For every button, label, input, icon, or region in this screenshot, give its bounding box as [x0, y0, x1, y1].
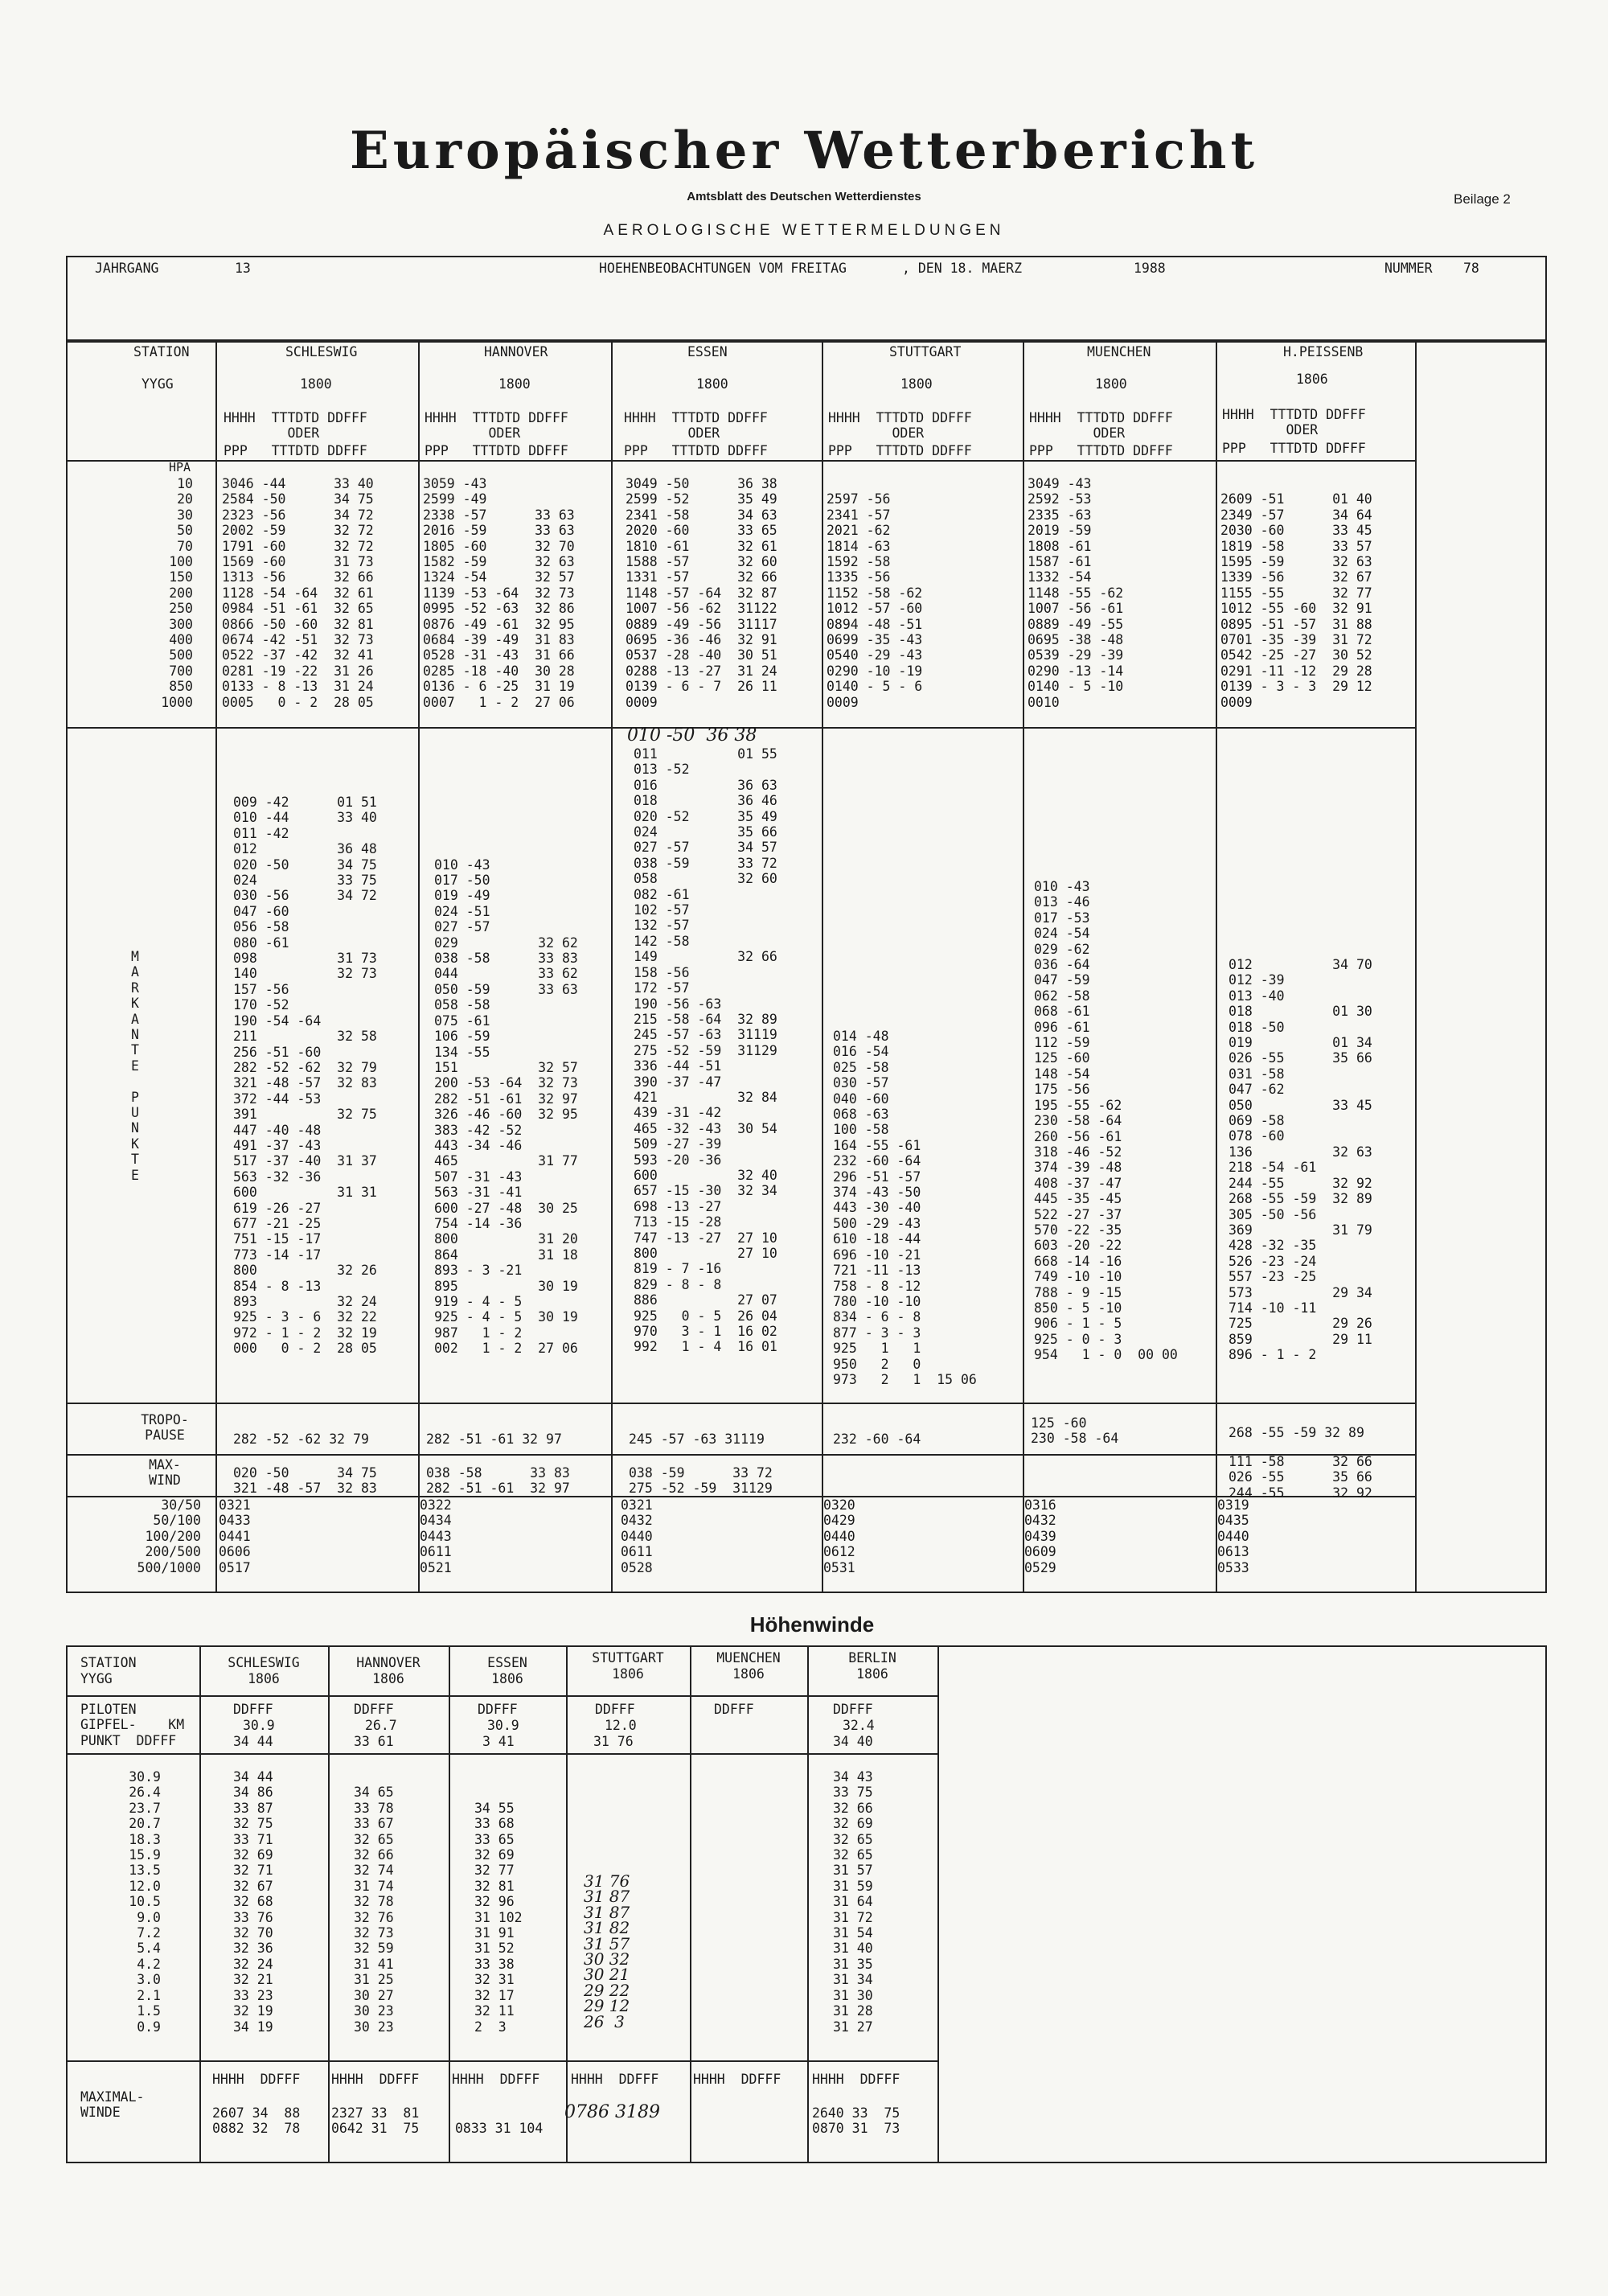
- maxwind-values: 038 -59 33 72 275 -52 -59 31129: [629, 1465, 773, 1497]
- wind-ddfff-head: DDFFF: [714, 1702, 754, 1717]
- markante-punkte-label: M A R K A N T E P U N K T E: [131, 949, 139, 1183]
- standard-levels: 3059 -43 2599 -49 2338 -57 33 63 2016 -59 33 63 1805 -60 32 70 1582 -59 32 63 1324 -54 32 57 1139 -53 -64 32 73 0995 -52 -63 32 86 0876 -49 -61 32 95 0684 -39 -49 31 83 0528 -31 -43 31 66 0285 -18 -40 30 28 0136 - 6 -25 31 19 0007 1 - 2 27 06: [423, 476, 575, 710]
- wind-station-name: ESSEN: [487, 1655, 527, 1670]
- wind-values-handwritten: 31 76 31 87 31 87 31 82 31 57 30 32 30 21 29 22 29 12 26 3: [584, 1871, 630, 2031]
- wind-station-name: HANNOVER: [356, 1655, 420, 1670]
- tropopause-values: 268 -55 -59 32 89: [1229, 1425, 1364, 1440]
- shear-values: 0316 0432 0439 0609 0529: [1024, 1497, 1056, 1575]
- wind-values: 34 65 33 78 33 67 32 65 32 66 32 74 31 74 32 78 32 76 32 73 32 59 31 41 31 25 30 27 30 23 30 23: [354, 1785, 394, 2035]
- standard-levels: 3049 -43 2592 -53 2335 -63 2019 -59 1808 -61 1587 -61 1332 -54 1148 -55 -62 1007 -56 -61 0889 -49 -55 0695 -38 -48 0539 -29 -39 0290 -13 -14 0140 - 5 -10 0010: [1028, 476, 1124, 710]
- wind-top-ddfff: 3 41: [482, 1734, 515, 1749]
- maxwind-values: 038 -58 33 83 282 -51 -61 32 97: [426, 1465, 570, 1497]
- wind-yygg-label: YYGG: [80, 1671, 113, 1686]
- station-name: ESSEN: [687, 344, 728, 359]
- nummer-value: 78: [1463, 261, 1479, 276]
- maxwind-values: 020 -50 34 75 321 -48 -57 32 83: [233, 1465, 377, 1497]
- wind-top-km: 12.0: [605, 1718, 637, 1733]
- wind-top-km: 26.7: [365, 1718, 397, 1733]
- maxwinde-label: MAXIMAL- WINDE: [80, 2089, 145, 2121]
- column-header-ppp: PPP TTTDTD DDFFF: [425, 443, 568, 458]
- wind-station-name: BERLIN: [848, 1650, 896, 1666]
- jahrgang-label: JAHRGANG: [95, 261, 159, 276]
- significant-points: 009 -42 01 51 010 -44 33 40 011 -42 012 36 48 020 -50 34 75 024 33 75 030 -56 34 72 047 -60 056 -58 080 -61 098 31 73 140 32 73 157 -56 170 -52 190 -54 -64 211 32 58 256 -51 -60 282 -52 -62 32 79 321 -48 -57 32 83 372 -44 -53 391 32 75 447 -40 -48 491 -37 -43 517 -37 -40 31 37 563 -32 -36 600 31 31 619 -26 -27 677 -21 -25 751 -15 -17 773 -14 -17 800 32 26 854 - 8 -13 893 32 24 925 - 3 - 6 32 22 972 - 1 - 2 32 19 000 0 - 2 28 05: [233, 795, 377, 1357]
- column-header: HHHH TTTDTD DDFFF ODER: [1029, 410, 1173, 442]
- significant-points: 010 -43 017 -50 019 -49 024 -51 027 -57 029 32 62 038 -58 33 83 044 33 62 050 -59 33 63 058 -58 075 -61 106 -59 134 -55 151 32 57 200 -53 -64 32 73 282 -51 -61 32 97 326 -46 -60 32 95 383 -42 -52 443 -34 -46 465 31 77 507 -31 -43 563 -31 -41 600 -27 -48 30 25 754 -14 -36 800 31 20 864 31 18 893 - 3 -21 895 30 19 919 - 4 - 5 925 - 4 - 5 30 19 987 1 - 2 002 1 - 2 27 06: [434, 856, 578, 1357]
- maxwind-head: HHHH DDFFF: [331, 2072, 420, 2087]
- wind-station-time: 1806: [248, 1671, 280, 1686]
- wind-top-ddfff: 31 76: [593, 1734, 634, 1749]
- shear-values: 0320 0429 0440 0612 0531: [823, 1497, 855, 1575]
- column-header: HHHH TTTDTD DDFFF ODER: [224, 410, 367, 442]
- shear-values: 0321 0433 0441 0606 0517: [219, 1497, 251, 1575]
- wind-station-time: 1806: [612, 1666, 644, 1682]
- height-levels: 30.9 26.4 23.7 20.7 18.3 15.9 13.5 12.0 10.5 9.0 7.2 5.4 4.2 3.0 2.1 1.5 0.9: [129, 1769, 161, 2035]
- maxwind-values-handwritten: 0786 3189: [564, 2102, 660, 2122]
- observation-date: , DEN 18. MAERZ: [902, 261, 1023, 276]
- significant-points: 014 -48 016 -54 025 -58 030 -57 040 -60 068 -63 100 -58 164 -55 -61 232 -60 -64 296 -51 -57 374 -43 -50 443 -30 -40 500 -29 -43 610 -18 -44 696 -10 -21 721 -11 -13 758 - 8 -12 780 -10 -10 834 - 6 - 8 877 - 3 - 3 925 1 1 950 2 0 973 2 1 15 06: [833, 1029, 977, 1387]
- section-title: AEROLOGISCHE WETTERMELDUNGEN: [603, 222, 1005, 239]
- shear-values: 0322 0434 0443 0611 0521: [420, 1497, 452, 1575]
- beilage-label: Beilage 2: [1454, 191, 1511, 207]
- piloten-label: PILOTEN GIPFEL- KM PUNKT DDFFF: [80, 1702, 185, 1748]
- maxwind-head: HHHH DDFFF: [212, 2072, 301, 2087]
- wind-top-ddfff: 33 61: [354, 1734, 394, 1749]
- standard-levels: 3049 -50 36 38 2599 -52 35 49 2341 -58 34 63 2020 -60 33 65 1810 -61 32 61 1588 -57 32 60 1331 -57 32 66 1148 -57 -64 32 87 1007 -56 -62 31122 0889 -49 -56 31117 0695 -36 -46 32 91 0537 -28 -40 30 51 0288 -13 -27 31 24 0139 - 6 - 7 26 11 0009: [626, 476, 777, 710]
- nummer-label: NUMMER: [1384, 261, 1433, 276]
- tropopause-label: TROPO- PAUSE: [141, 1412, 189, 1444]
- maxwind-head: HHHH DDFFF: [812, 2072, 900, 2087]
- wind-station-time: 1806: [372, 1671, 404, 1686]
- tropopause-values: 282 -51 -61 32 97: [426, 1431, 562, 1447]
- column-header: HHHH TTTDTD DDFFF ODER: [624, 410, 768, 442]
- wind-top-km: 30.9: [487, 1718, 519, 1733]
- tropopause-values: 245 -57 -63 31119: [629, 1431, 765, 1447]
- standard-levels: 2609 -51 01 40 2349 -57 34 64 2030 -60 33 45 1819 -58 33 57 1595 -59 32 63 1339 -56 32 67 1155 -55 32 77 1012 -55 -60 32 91 0895 -51 -57 31 88 0701 -35 -39 31 72 0542 -25 -27 30 52 0291 -11 -12 29 28 0139 - 3 - 3 29 12 0009: [1220, 491, 1372, 710]
- shear-labels: 30/50 50/100 100/200 200/500 500/1000: [137, 1497, 201, 1575]
- column-header: HHHH TTTDTD DDFFF ODER: [828, 410, 972, 442]
- wind-ddfff-head: DDFFF: [833, 1702, 873, 1717]
- wind-station-name: STUTTGART: [592, 1650, 664, 1666]
- station-name: SCHLESWIG: [285, 344, 358, 359]
- standard-levels: 3046 -44 33 40 2584 -50 34 75 2323 -56 34 72 2002 -59 32 72 1791 -60 32 72 1569 -60 31 73 1313 -56 32 66 1128 -54 -64 32 61 0984 -51 -61 32 65 0866 -50 -60 32 81 0674 -42 -51 32 73 0522 -37 -42 32 41 0281 -19 -22 31 26 0133 - 8 -13 31 24 0005 0 - 2 28 05: [222, 476, 374, 710]
- hpa-label: HPA: [169, 460, 191, 474]
- significant-points-handwritten: 010 -50 36 38: [627, 725, 757, 745]
- maxwind-head: HHHH DDFFF: [693, 2072, 781, 2087]
- wind-ddfff-head: DDFFF: [478, 1702, 518, 1717]
- report-title: Europäischer Wetterbericht: [350, 121, 1258, 181]
- observation-label: HOEHENBEOBACHTUNGEN VOM FREITAG: [599, 261, 847, 276]
- wind-values: 34 43 33 75 32 66 32 69 32 65 32 65 31 57 31 59 31 64 31 72 31 54 31 40 31 35 31 34 31 30 31 28 31 27: [833, 1769, 873, 2035]
- wind-station-label: STATION: [80, 1655, 137, 1670]
- wind-top-ddfff: 34 40: [833, 1734, 873, 1749]
- station-name: STUTTGART: [889, 344, 962, 359]
- wind-station-time: 1806: [856, 1666, 888, 1682]
- column-header-ppp: PPP TTTDTD DDFFF: [1029, 443, 1173, 458]
- wind-station-time: 1806: [491, 1671, 523, 1686]
- maxwind-values: 2640 33 75 0870 31 73: [812, 2105, 900, 2137]
- maxwind-values: 2327 33 81 0642 31 75: [331, 2105, 420, 2137]
- wind-values: 34 55 33 68 33 65 32 69 32 77 32 81 32 96 31 102 31 91 31 52 33 38 32 31 32 17 32 11 2 3: [474, 1800, 523, 2035]
- station-name: H.PEISSENB: [1283, 344, 1364, 359]
- tropopause-values: 232 -60 -64: [833, 1431, 921, 1447]
- station-label: STATION: [133, 344, 190, 359]
- shear-values: 0319 0435 0440 0613 0533: [1217, 1497, 1249, 1575]
- wind-ddfff-head: DDFFF: [595, 1702, 635, 1717]
- wind-values: 34 44 34 86 33 87 32 75 33 71 32 69 32 71 32 67 32 68 33 76 32 70 32 36 32 24 32 21 33 23 32 19 34 19: [233, 1769, 273, 2035]
- station-time: 1800: [696, 376, 728, 392]
- maxwind-values: 0833 31 104: [455, 2121, 544, 2137]
- station-time: 1800: [498, 376, 531, 392]
- column-header: HHHH TTTDTD DDFFF ODER: [425, 410, 568, 442]
- standard-levels: 2597 -56 2341 -57 2021 -62 1814 -63 1592 -58 1335 -56 1152 -58 -62 1012 -57 -60 0894 -48 -51 0699 -35 -43 0540 -29 -43 0290 -10 -19 0140 - 5 - 6 0009: [827, 491, 923, 710]
- wind-station-time: 1806: [732, 1666, 765, 1682]
- observation-year: 1988: [1134, 261, 1166, 276]
- station-time: 1800: [1095, 376, 1127, 392]
- maxwind-head: HHHH DDFFF: [571, 2072, 659, 2087]
- wind-ddfff-head: DDFFF: [233, 1702, 273, 1717]
- significant-points: 012 34 70 012 -39 013 -40 018 01 30 018 -50 019 01 34 026 -55 35 66 031 -58 047 -62 050 33 45 069 -58 078 -60 136 32 63 218 -54 -61 244 -55 32 92 268 -55 -59 32 89 305 -50 -56 369 31 79 428 -32 -35 526 -23 -24 557 -23 -25 573 29 34 714 -10 -11 725 29 26 859 29 11 896 - 1 - 2: [1229, 957, 1372, 1363]
- column-header-ppp: PPP TTTDTD DDFFF: [224, 443, 367, 458]
- column-header-ppp: PPP TTTDTD DDFFF: [1222, 441, 1366, 456]
- significant-points: 011 01 55 013 -52 016 36 63 018 36 46 020 -52 35 49 024 35 66 027 -57 34 57 038 -59 33 72 058 32 60 082 -61 102 -57 132 -57 142 -58 149 32 66 158 -56 172 -57 190 -56 -63 215 -58 -64 32 89 245 -57 -63 31119 275 -52 -59 31129 336 -44 -51 390 -37 -47 421 32 84 439 -31 -42 465 -32 -43 30 54 509 -27 -39 593 -20 -36 600 32 40 657 -15 -30 32 34 698 -13 -27 713 -15 -28 747 -13 -27 27 10 800 27 10 819 - 7 -16 829 - 8 - 8 886 27 07 925 0 - 5 26 04 970 3 - 1 16 02 992 1 - 4 16 01: [634, 746, 777, 1355]
- yygg-label: YYGG: [142, 376, 174, 392]
- station-time: 1800: [900, 376, 933, 392]
- wind-top-km: 30.9: [243, 1718, 275, 1733]
- tropopause-values: 125 -60 230 -58 -64: [1031, 1415, 1119, 1447]
- significant-points: 010 -43 013 -46 017 -53 024 -54 029 -62 036 -64 047 -59 062 -58 068 -61 096 -61 112 -59 125 -60 148 -54 175 -56 195 -55 -62 230 -58 -64 260 -56 -61 318 -46 -52 374 -39 -48 408 -37 -47 445 -35 -45 522 -27 -37 570 -22 -35 603 -20 -22 668 -14 -16 749 -10 -10 788 - 9 -15 850 - 5 -10 906 - 1 - 5 925 - 0 - 3 954 1 - 0 00 00: [1034, 879, 1178, 1363]
- maxwind-label: MAX- WIND: [149, 1457, 181, 1489]
- shear-values: 0321 0432 0440 0611 0528: [621, 1497, 653, 1575]
- station-name: HANNOVER: [484, 344, 548, 359]
- column-header: HHHH TTTDTD DDFFF ODER: [1222, 407, 1366, 438]
- pressure-levels: 10 20 30 50 70 100 150 200 250 300 400 500 700 850 1000: [161, 476, 193, 710]
- wind-top-km: 32.4: [843, 1718, 875, 1733]
- wind-ddfff-head: DDFFF: [354, 1702, 394, 1717]
- column-header-ppp: PPP TTTDTD DDFFF: [828, 443, 972, 458]
- wind-station-name: SCHLESWIG: [228, 1655, 300, 1670]
- station-name: MUENCHEN: [1087, 344, 1151, 359]
- maxwind-values: 111 -58 32 66 026 -55 35 66 244 -55 32 92: [1229, 1454, 1372, 1501]
- maxwind-values: 2607 34 88 0882 32 78: [212, 2105, 301, 2137]
- hoehenwinde-title: Höhenwinde: [749, 1612, 875, 1637]
- report-subtitle: Amtsblatt des Deutschen Wetterdienstes: [687, 190, 921, 203]
- station-time: 1806: [1296, 372, 1328, 387]
- wind-station-name: MUENCHEN: [716, 1650, 781, 1666]
- jahrgang-value: 13: [235, 261, 251, 276]
- station-time: 1800: [300, 376, 332, 392]
- wind-top-ddfff: 34 44: [233, 1734, 273, 1749]
- column-header-ppp: PPP TTTDTD DDFFF: [624, 443, 768, 458]
- maxwind-head: HHHH DDFFF: [452, 2072, 540, 2087]
- tropopause-values: 282 -52 -62 32 79: [233, 1431, 369, 1447]
